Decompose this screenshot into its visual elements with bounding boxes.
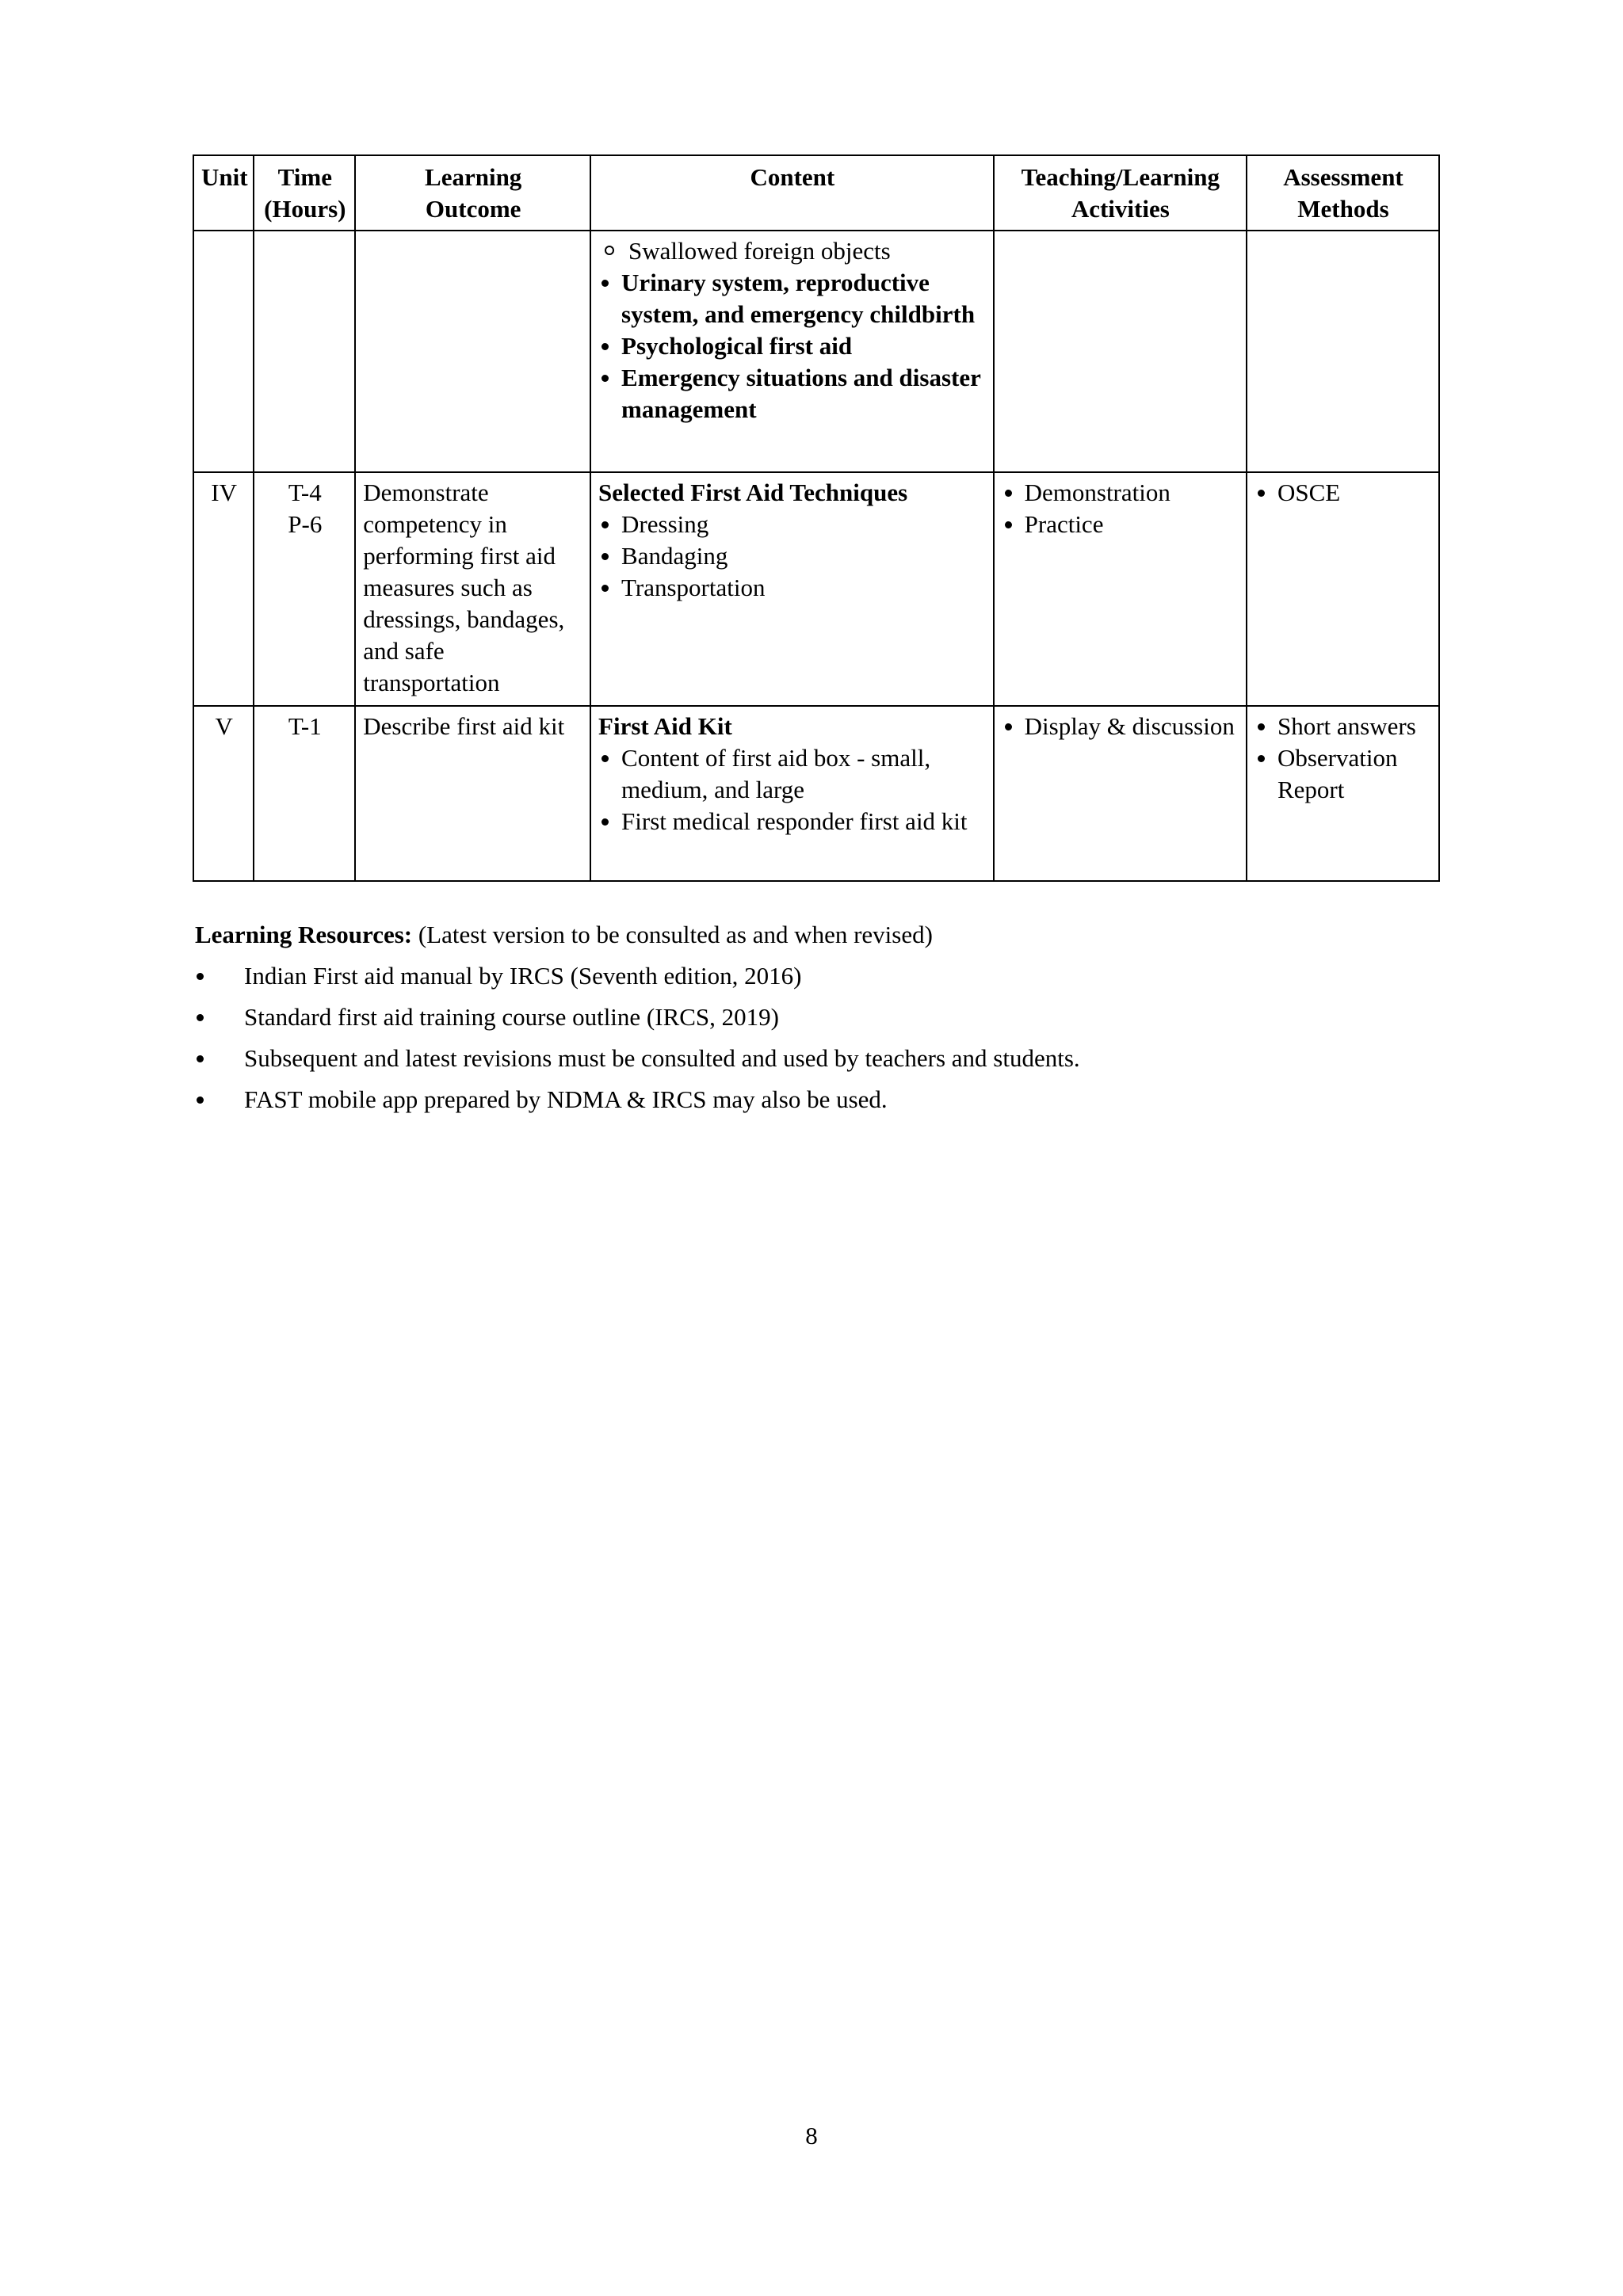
cell-assessment [1247,472,1439,706]
assessment-list [1254,711,1432,806]
list-item: OSCE [1254,477,1432,509]
cell-content [590,231,994,472]
header-learning-outcome: Learning Outcome [355,155,590,231]
table-header-row [193,155,1439,231]
cell-outcome: Describe first aid kit [355,706,590,881]
list-item: FAST mobile app prepared by NDMA & IRCS may also be used. [195,1084,1431,1116]
content-list [598,235,987,425]
list-item: Demonstration [1002,477,1239,509]
cell-time [254,231,355,472]
list-item: Transportation [598,572,987,604]
resources-heading: Learning Resources: [195,921,413,948]
list-item: Content of first aid box - small, medium, and large [598,742,987,806]
cell-content [590,706,994,881]
cell-time: T-4 P-6 [254,472,355,706]
header-unit: Unit [193,155,254,231]
cell-assessment [1247,706,1439,881]
content-title: First Aid Kit [598,712,732,740]
list-item: Subsequent and latest revisions must be consulted and used by teachers and students. [195,1043,1431,1074]
table-row [193,472,1439,706]
cell-outcome [355,231,590,472]
activities-list [1002,477,1239,540]
list-item: Swallowed foreign objects [598,235,987,267]
content-list [598,742,987,837]
header-time: Time (Hours) [254,155,355,231]
table-row [193,231,1439,472]
list-item: Display & discussion [1002,711,1239,742]
curriculum-table [193,154,1440,882]
resources-note: (Latest version to be consulted as and when revised) [418,921,933,948]
cell-time: T-1 [254,706,355,881]
list-item: Indian First aid manual by IRCS (Seventh edition, 2016) [195,960,1431,992]
cell-unit: V [193,706,254,881]
list-item: Short answers [1254,711,1432,742]
cell-unit [193,231,254,472]
header-content: Content [590,155,994,231]
assessment-list [1254,477,1432,509]
table-row [193,706,1439,881]
activities-list [1002,711,1239,742]
resources-list [195,960,1431,1116]
header-activities: Teaching/Learning Activities [994,155,1247,231]
cell-outcome: Demonstrate competency in performing first aid measures such as dressings, bandages, and safe transportation [355,472,590,706]
content-list [598,509,987,604]
cell-activities [994,472,1247,706]
list-item: Observation Report [1254,742,1432,806]
list-item: First medical responder first aid kit [598,806,987,837]
list-item: Emergency situations and disaster management [598,362,987,425]
list-item: Bandaging [598,540,987,572]
list-item: Urinary system, reproductive system, and emergency childbirth [598,267,987,330]
resources-heading-line [195,919,1431,951]
page-number: 8 [805,2122,818,2149]
cell-unit: IV [193,472,254,706]
cell-assessment [1247,231,1439,472]
list-item: Standard first aid training course outline (IRCS, 2019) [195,1001,1431,1033]
list-item: Dressing [598,509,987,540]
cell-content [590,472,994,706]
list-item: Practice [1002,509,1239,540]
list-item: Psychological first aid [598,330,987,362]
header-assessment: Assessment Methods [1247,155,1439,231]
learning-resources [195,919,1431,1125]
cell-activities [994,231,1247,472]
cell-activities [994,706,1247,881]
content-title: Selected First Aid Techniques [598,479,908,506]
